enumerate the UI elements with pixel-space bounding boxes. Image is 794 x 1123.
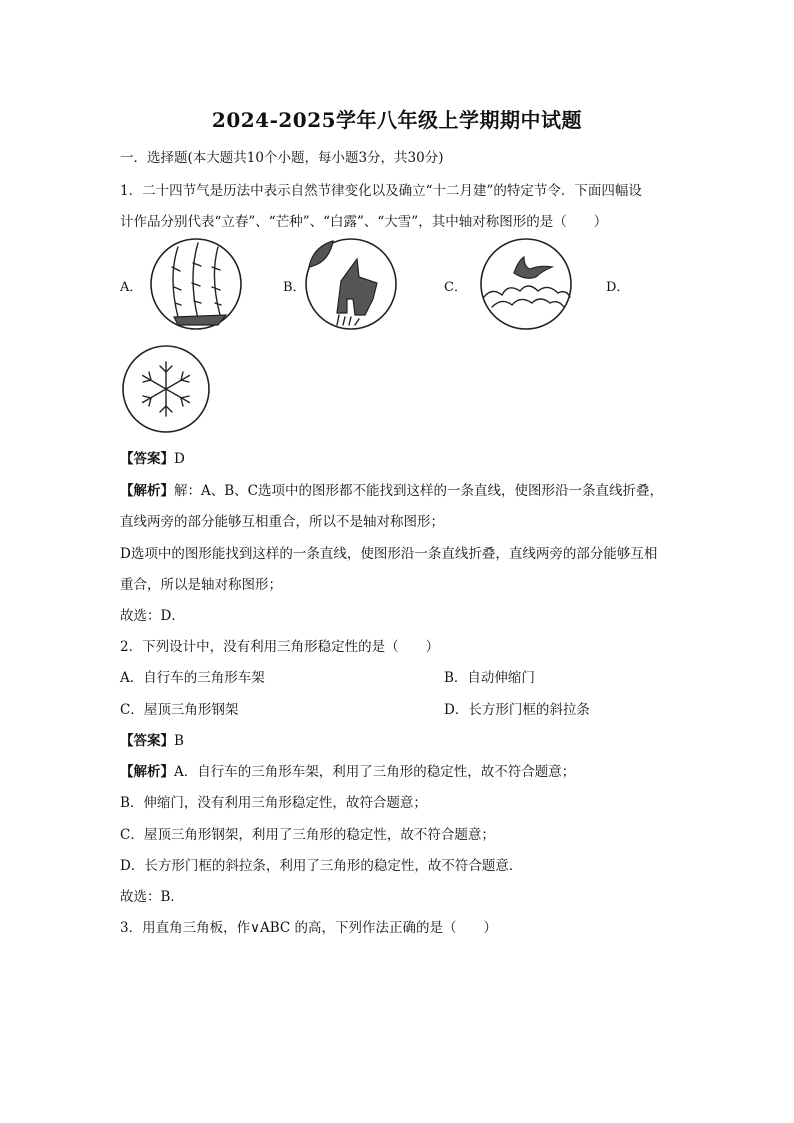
- section-heading: 一．选择题(本大题共10个小题，每小题3分，共30分): [120, 150, 444, 166]
- q2-analysis-line3: C．屋顶三角形钢架，利用了三角形的稳定性，故不符合题意；: [120, 827, 495, 843]
- q2-analysis-line2: B．伸缩门，没有利用三角形稳定性，故符合题意；: [120, 795, 427, 811]
- answer-tag: 【答案】: [120, 733, 174, 749]
- q1-answer: [120, 447, 185, 467]
- q1-option-a-label: A．: [120, 280, 143, 295]
- goose-figure-icon: [478, 237, 578, 333]
- q1-analysis-line3: D选项中的图形能找到这样的一条直线，使图形沿一条直线折叠，直线两旁的部分能够互相: [120, 546, 658, 562]
- field-figure-icon: [303, 237, 403, 333]
- answer-value: B: [174, 733, 184, 749]
- q1-stem-line1: 1．二十四节气是历法中表示自然节律变化以及确立“十二月建”的特定节令．下面四幅设: [120, 183, 642, 199]
- analysis-text: 解：A、B、C选项中的图形都不能找到这样的一条直线，使图形沿一条直线折叠，: [174, 483, 663, 499]
- answer-tag: 【答案】: [120, 451, 174, 467]
- q2-analysis-line4: D．长方形门框的斜拉条，利用了三角形的稳定性，故不符合题意．: [120, 858, 523, 874]
- q2-analysis-line1: [120, 760, 575, 780]
- q1-option-d-label: D．: [606, 280, 630, 295]
- analysis-tag: 【解析】: [120, 483, 174, 499]
- q1-option-b-label: B．: [283, 280, 306, 295]
- q2-conclusion: 故选：B．: [120, 889, 184, 905]
- q2-option-a: A．自行车的三角形车架: [120, 670, 265, 686]
- willow-figure-icon: [148, 237, 248, 333]
- q2-answer: [120, 729, 184, 749]
- q2-option-b: B．自动伸缩门: [444, 670, 535, 686]
- snowflake-figure-icon: [119, 344, 213, 434]
- analysis-tag: 【解析】: [120, 764, 174, 780]
- answer-value: D: [174, 451, 185, 467]
- q3-stem: 3．用直角三角板，作∨ABC 的高，下列作法正确的是（ ）: [120, 920, 498, 936]
- q1-option-c-label: C．: [444, 280, 467, 295]
- q2-option-d: D．长方形门框的斜拉条: [444, 702, 590, 718]
- page-title: 2024-2025学年八年级上学期期中试题: [211, 108, 583, 132]
- q1-stem-line2: 计作品分别代表“立春”、“芒种”、“白露”、“大雪”，其中轴对称图形的是（ ）: [120, 214, 608, 230]
- q2-stem: 2．下列设计中，没有利用三角形稳定性的是（ ）: [120, 639, 440, 655]
- q1-analysis-line2: 直线两旁的部分能够互相重合，所以不是轴对称图形；: [120, 514, 444, 530]
- q2-option-c: C．屋顶三角形钢架: [120, 702, 239, 718]
- q1-analysis-line4: 重合，所以是轴对称图形；: [120, 577, 282, 593]
- analysis-text: A．自行车的三角形车架，利用了三角形的稳定性，故不符合题意；: [174, 764, 576, 780]
- q1-analysis-line1: [120, 479, 663, 499]
- q1-conclusion: 故选：D．: [120, 608, 185, 624]
